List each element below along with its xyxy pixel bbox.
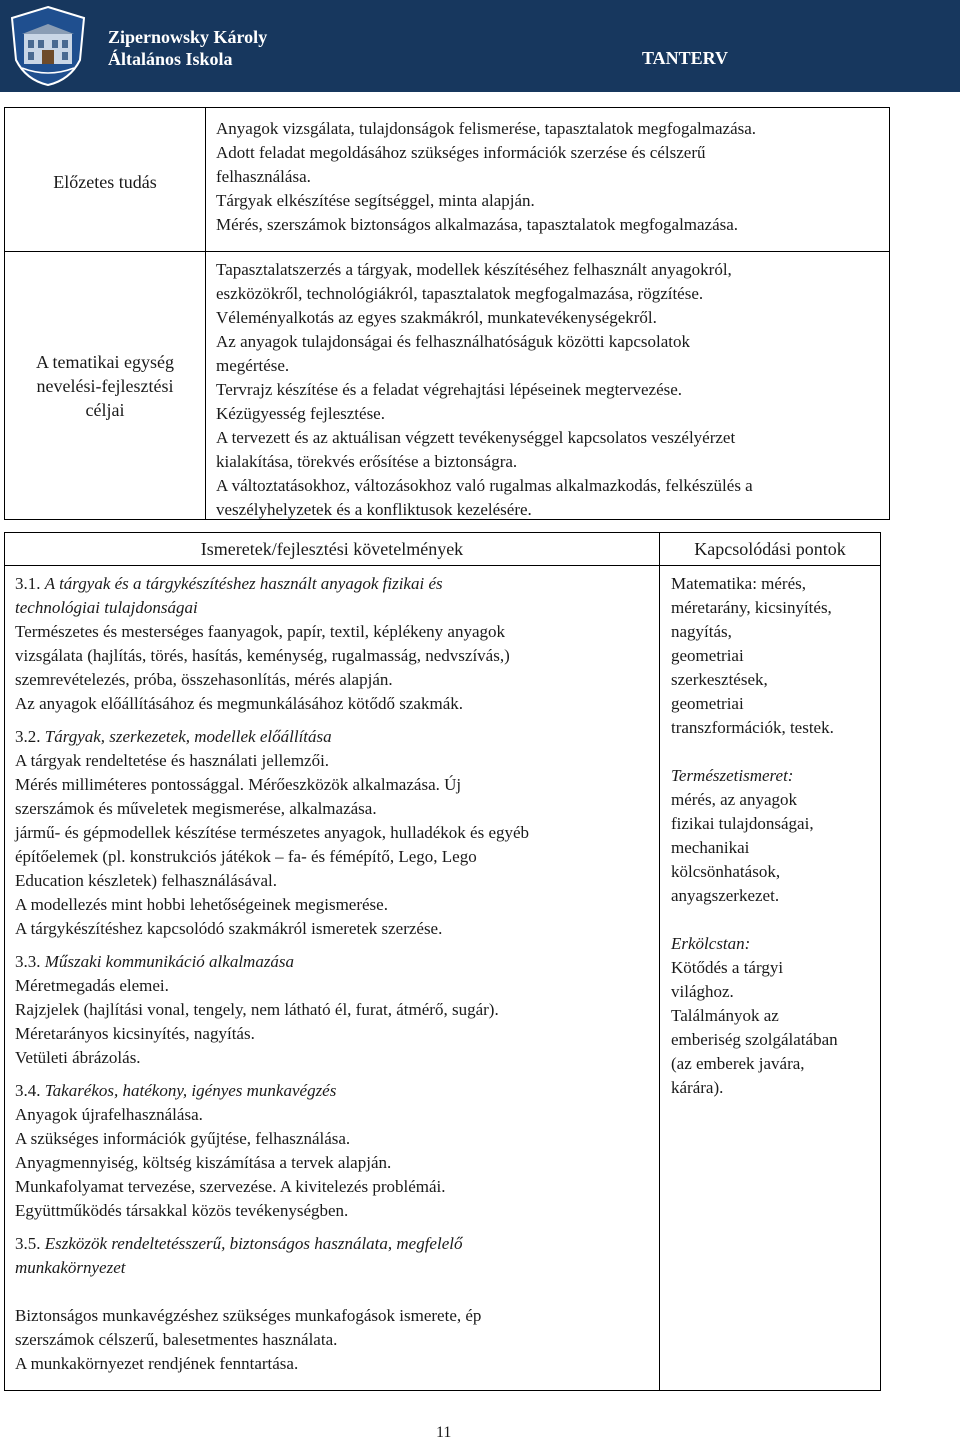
section-line: A tárgykészítéshez kapcsolódó szakmákról ismeretek szerzése. [15, 919, 443, 938]
prior-knowledge-line: Tárgyak elkészítése segítséggel, minta alapján. [216, 191, 535, 210]
section-title-cont: technológiai tulajdonságai [15, 598, 198, 617]
section-line: szerszámok célszerű, balesetmentes használata. [15, 1330, 338, 1349]
section-line: Együttműködés társakkal közös tevékenységben. [15, 1201, 349, 1220]
connection-subject: Természetismeret: [671, 766, 794, 785]
section-number: 3.5. [15, 1234, 41, 1253]
section-line: A szükséges információk gyűjtése, felhasználása. [15, 1129, 351, 1148]
goals-line: Véleményalkotás az egyes szakmákról, munkatevékenységekről. [216, 308, 657, 327]
goals-label [5, 350, 205, 422]
connection-line: mechanikai [671, 838, 750, 857]
connections-header-cell [659, 532, 881, 566]
section-3-1 [15, 572, 529, 716]
school-name [108, 26, 267, 70]
section-line: Biztonságos munkavégzéshez szükséges munkafogások ismerete, ép [15, 1306, 482, 1325]
section-title: Műszaki kommunikáció alkalmazása [44, 952, 295, 971]
section-title: Takarékos, hatékony, igényes munkavégzés [44, 1081, 337, 1100]
section-title: A tárgyak és a tárgykészítéshez használt anyagok fizikai és [44, 574, 443, 593]
connection-line: mérés, az anyagok [671, 790, 798, 809]
goals-label-line: céljai [85, 400, 125, 420]
connection-line: anyagszerkezet. [671, 886, 780, 905]
goals-text [216, 258, 753, 522]
goals-line: A változtatásokhoz, változásokhoz való rugalmas alkalmazkodás, felkészülés a [216, 476, 753, 495]
goals-label-line: nevelési-fejlesztési [36, 376, 174, 396]
goals-line: Kézügyesség fejlesztése. [216, 404, 385, 423]
requirements-header: Ismeretek/fejlesztési követelmények [200, 539, 464, 559]
prior-knowledge-label: Előzetes tudás [53, 172, 157, 192]
connection-line: nagyítás, [671, 622, 732, 641]
connections-math [671, 572, 838, 740]
section-number: 3.4. [15, 1081, 41, 1100]
goals-line: kialakítása, törekvés erősítése a biztonságra. [216, 452, 518, 471]
section-title-cont: munkakörnyezet [15, 1258, 126, 1277]
page-number: 11 [436, 1424, 452, 1441]
prior-knowledge-line: Mérés, szerszámok biztonságos alkalmazása, tapasztalatok megfogalmazása. [216, 215, 739, 234]
connection-line: emberiség szolgálatában [671, 1030, 838, 1049]
section-line: Mérés milliméteres pontossággal. Mérőeszközök alkalmazása. Új [15, 775, 462, 794]
connection-line: (az emberek javára, [671, 1054, 805, 1073]
section-line: jármű- és gépmodellek készítése természetes anyagok, hulladékok és egyéb [15, 823, 530, 842]
connection-line: méretarány, kicsinyítés, [671, 598, 832, 617]
connection-subject: Erkölcstan: [671, 934, 751, 953]
header-banner [0, 0, 960, 92]
section-line: Munkafolyamat tervezése, szervezése. A kivitelezés problémái. [15, 1177, 446, 1196]
connection-line: szerkesztések, [671, 670, 768, 689]
goals-line: megértése. [216, 356, 290, 375]
connection-line: kárára). [671, 1078, 724, 1097]
connection-line: Matematika: mérés, [671, 574, 807, 593]
connection-line: transzformációk, testek. [671, 718, 834, 737]
goals-label-cell [4, 251, 206, 520]
section-line: A munkakörnyezet rendjének fenntartása. [15, 1354, 299, 1373]
section-line: vizsgálata (hajlítás, törés, hasítás, keménység, rugalmasság, nedvszívás,) [15, 646, 510, 665]
section-number: 3.2. [15, 727, 41, 746]
connection-line: geometriai [671, 694, 744, 713]
section-line: Anyagok újrafelhasználása. [15, 1105, 203, 1124]
section-3-4 [15, 1079, 529, 1223]
section-3-2 [15, 725, 529, 941]
section-line: Vetületi ábrázolás. [15, 1048, 141, 1067]
prior-knowledge-content-cell [205, 107, 890, 252]
connections-header: Kapcsolódási pontok [694, 539, 846, 559]
connection-line: világhoz. [671, 982, 734, 1001]
prior-knowledge-label-cell [4, 107, 206, 252]
goals-line: Tapasztalatszerzés a tárgyak, modellek készítéséhez felhasznált anyagokról, [216, 260, 732, 279]
requirements-header-cell [4, 532, 660, 566]
connections-content-cell [659, 565, 881, 1391]
goals-content-cell [205, 251, 890, 520]
section-line: Rajzjelek (hajlítási vonal, tengely, nem látható él, furat, átmérő, sugár). [15, 1000, 499, 1019]
section-number: 3.1. [15, 574, 41, 593]
connections-science [671, 764, 838, 908]
section-3-3 [15, 950, 529, 1070]
section-title: Eszközök rendeltetésszerű, biztonságos használata, megfelelő [44, 1234, 463, 1253]
connections-ethics [671, 932, 838, 1100]
connection-line: Kötődés a tárgyi [671, 958, 784, 977]
prior-knowledge-line: Adott feladat megoldásához szükséges információk szerzése és célszerű [216, 143, 706, 162]
section-line: Méretmegadás elemei. [15, 976, 169, 995]
section-line: Education készletek) felhasználásával. [15, 871, 277, 890]
prior-knowledge-line: felhasználása. [216, 167, 311, 186]
section-line: szemrevételezés, próba, összehasonlítás, mérés alapján. [15, 670, 393, 689]
section-line: Anyagmennyiség, költség kiszámítása a tervek alapján. [15, 1153, 392, 1172]
school-logo [6, 4, 90, 88]
section-line: építőelemek (pl. konstrukciós játékok – fa- és fémépítő, Lego, Lego [15, 847, 477, 866]
section-title: Tárgyak, szerkezetek, modellek előállítása [44, 727, 332, 746]
goals-line: Az anyagok tulajdonságai és felhasználhatóságuk közötti kapcsolatok [216, 332, 690, 351]
prior-knowledge-text [216, 117, 756, 237]
requirements-text [15, 572, 529, 1376]
goals-line: veszélyhelyzetek és a konfliktusok kezelésére. [216, 500, 532, 519]
requirements-content-cell [4, 565, 660, 1391]
section-line: A tárgyak rendeltetése és használati jellemzői. [15, 751, 330, 770]
goals-line: Tervrajz készítése és a feladat végrehajtási lépéseinek megtervezése. [216, 380, 683, 399]
connections-text [671, 572, 838, 1100]
connection-line: fizikai tulajdonságai, [671, 814, 814, 833]
goals-line: eszközökről, technológiákról, tapasztalatok megfogalmazása, rögzítése. [216, 284, 704, 303]
goals-label-line: A tematikai egység [36, 352, 174, 372]
section-number: 3.3. [15, 952, 41, 971]
connection-line: geometriai [671, 646, 744, 665]
section-line: Az anyagok előállításához és megmunkálásához kötődő szakmák. [15, 694, 463, 713]
school-name-line2: Általános Iskola [108, 49, 233, 69]
goals-line: A tervezett és az aktuálisan végzett tevékenységgel kapcsolatos veszélyérzet [216, 428, 736, 447]
section-line: szerszámok és műveletek megismerése, alkalmazása. [15, 799, 377, 818]
connection-line: Találmányok az [671, 1006, 779, 1025]
prior-knowledge-line: Anyagok vizsgálata, tulajdonságok felismerése, tapasztalatok megfogalmazása. [216, 119, 757, 138]
section-line: Természetes és mesterséges faanyagok, papír, textil, képlékeny anyagok [15, 622, 505, 641]
section-line: A modellezés mint hobbi lehetőségeinek megismerése. [15, 895, 388, 914]
document-type: TANTERV [642, 48, 729, 68]
connection-line: kölcsönhatások, [671, 862, 781, 881]
school-name-line1: Zipernowsky Károly [108, 27, 268, 47]
section-line: Méretarányos kicsinyítés, nagyítás. [15, 1024, 255, 1043]
section-3-5-body [15, 1304, 529, 1376]
section-3-5 [15, 1232, 529, 1280]
